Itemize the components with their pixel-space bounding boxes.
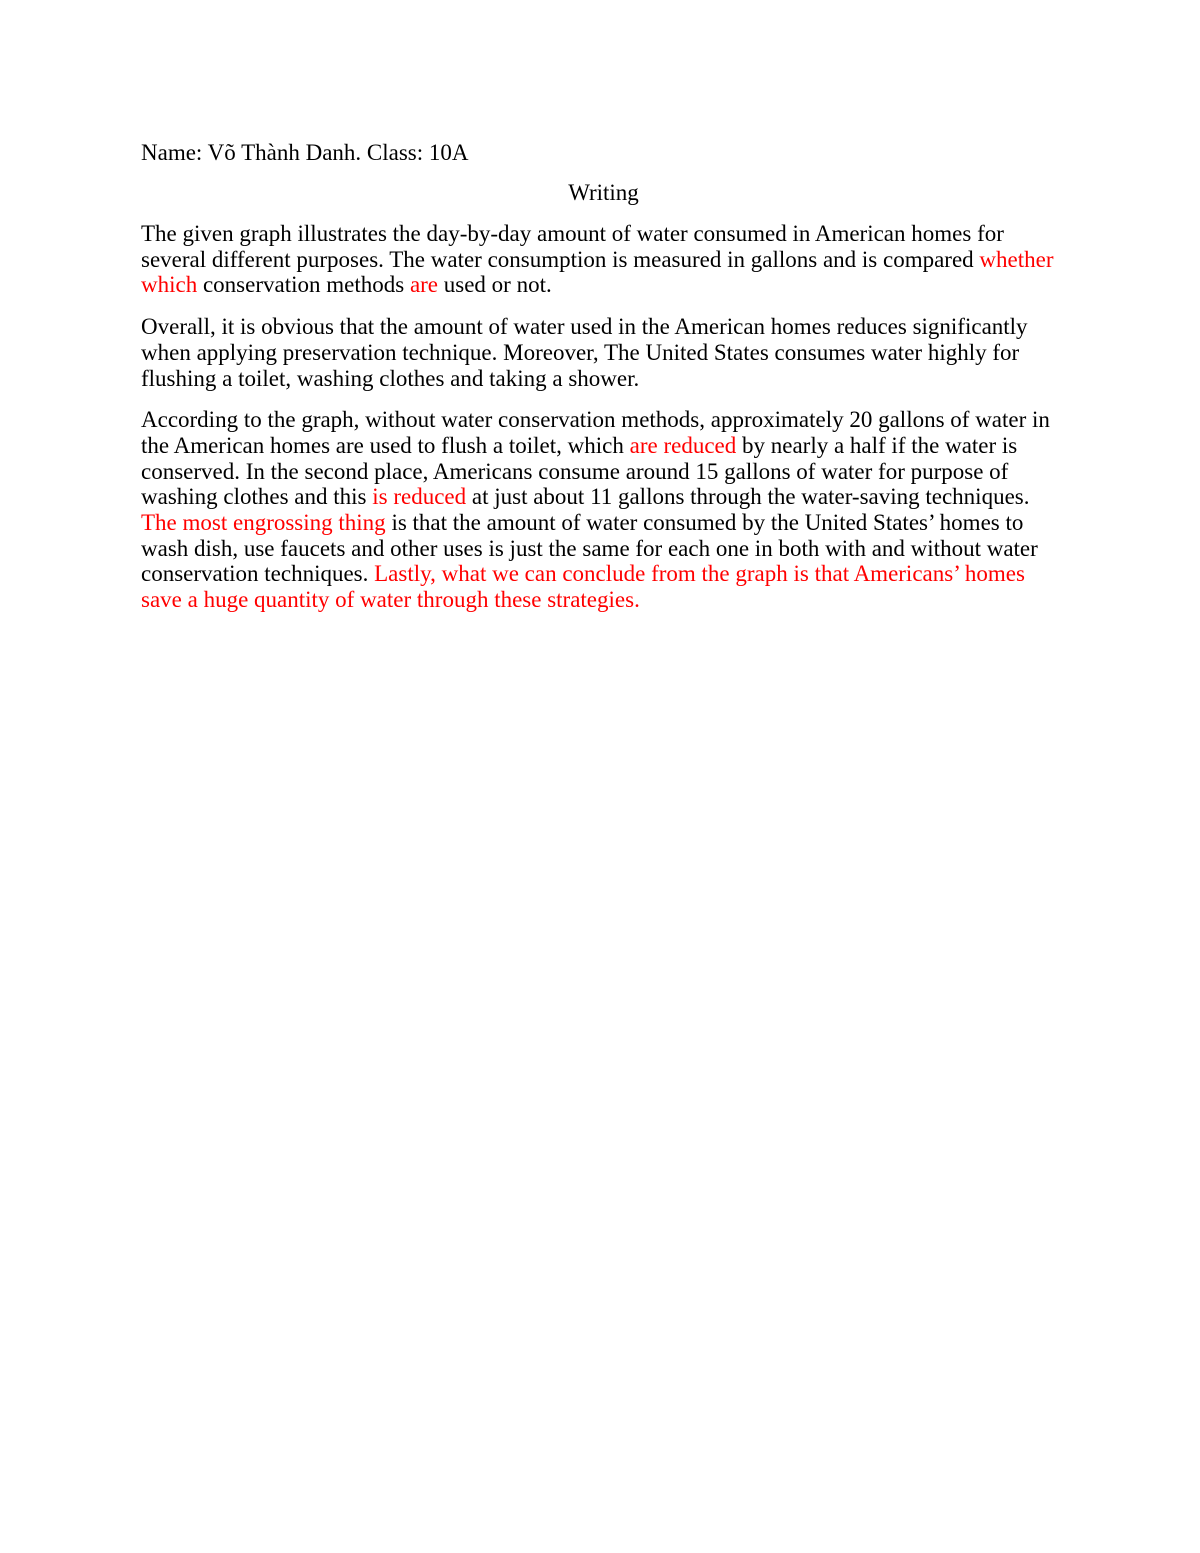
paragraph-details [141, 407, 1066, 613]
correction-highlight: are [409, 272, 439, 298]
student-info-line: Name: Võ Thành Danh. Class: 10A [141, 140, 469, 165]
text-segment: Overall, it is obvious that the amount of water used in the American homes reduces significantly when applying preservation technique. Moreover, The United States consumes water highly for flushing a toilet, washing clothes and taking a shower. [141, 314, 1028, 391]
correction-highlight: whether which [141, 246, 1054, 298]
text-segment: at just about 11 gallons through the water-saving techniques. [466, 484, 1030, 510]
text-segment: conservation methods [197, 272, 410, 298]
document-body [141, 139, 1066, 613]
correction-highlight: is reduced [372, 484, 467, 510]
paragraph-introduction [141, 221, 1066, 298]
correction-highlight: are reduced [629, 432, 737, 458]
correction-highlight: The most engrossing thing [141, 510, 386, 536]
correction-highlight: Lastly, what we can conclude from the graph is that Americans’ homes save a huge quantity of water through these strategies. [141, 561, 1025, 613]
paragraph-overview [141, 314, 1066, 391]
text-segment: used or not. [438, 272, 552, 298]
text-segment: According to the graph, without water conservation methods, approximately 20 gallons of water in the American homes are used to flush a toilet, which [141, 407, 1050, 458]
text-segment: The given graph illustrates the day-by-day amount of water consumed in American homes for several different purposes. The water consumption is measured in gallons and is compared [141, 221, 1004, 272]
document-title: Writing [568, 180, 639, 205]
text-segment: by nearly a half if the water is conserved. In the second place, Americans consume around 15 gallons of water for purpose of washing clothes and this [141, 432, 1018, 510]
text-segment: is that the amount of water consumed by the United States’ homes to wash dish, use faucets and other uses is just the same for each one in both with and without water conservation techniques. [141, 510, 1038, 587]
